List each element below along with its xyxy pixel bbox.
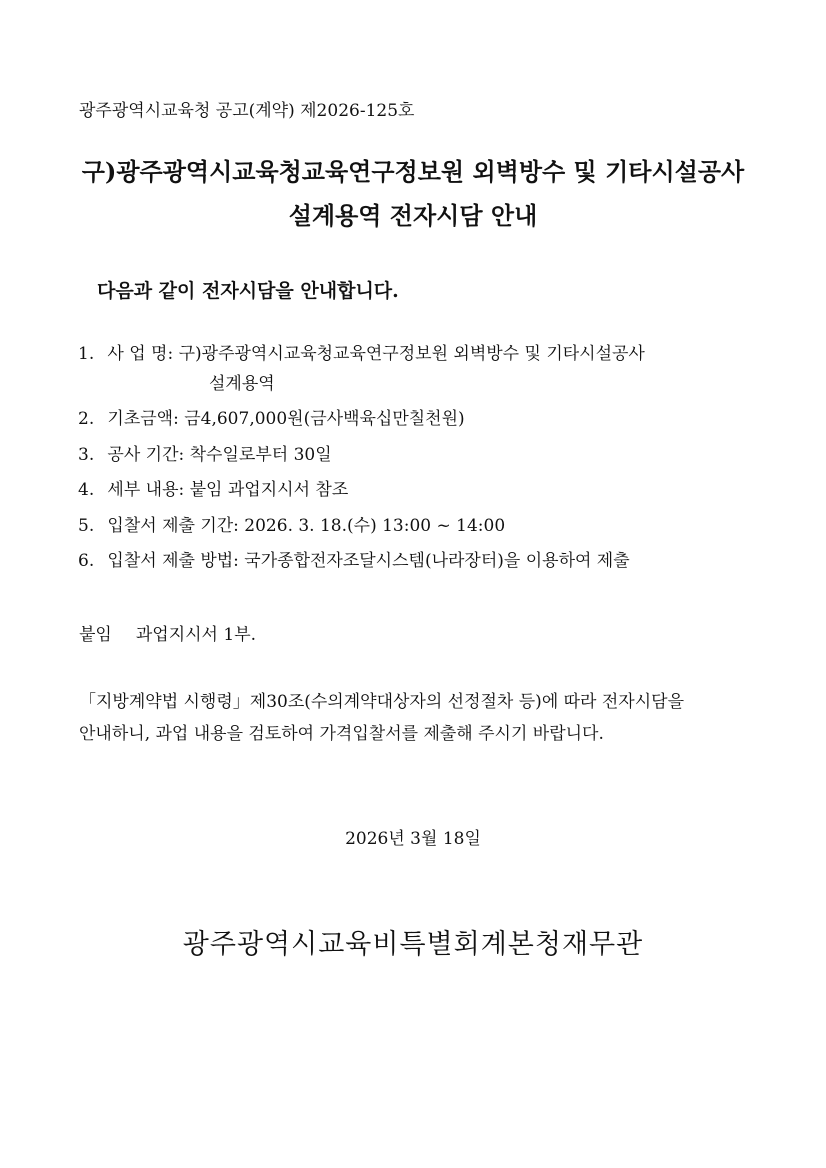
item-number: 1. — [78, 344, 95, 364]
item-number: 2. — [78, 409, 95, 429]
item-number: 5. — [78, 516, 95, 536]
item-6 — [78, 549, 630, 573]
document-title-line-1: 구)광주광역시교육청교육연구정보원 외벽방수 및 기타시설공사 — [81, 157, 745, 186]
intro-text: 다음과 같이 전자시담을 안내합니다. — [97, 280, 399, 302]
item-text: 공사 기간: 착수일로부터 30일 — [107, 445, 332, 465]
item-text: 기초금액: 금4,607,000원(금사백육십만칠천원) — [107, 409, 465, 429]
item-text: 입찰서 제출 기간: 2026. 3. 18.(수) 13:00 ~ 14:00 — [107, 516, 506, 536]
issuer-name: 광주광역시교육비특별회계본청재무관 — [182, 929, 644, 960]
notice-date: 2026년 3월 18일 — [345, 829, 481, 849]
attachment-label: 붙임 — [79, 625, 112, 645]
item-text: 사 업 명: 구)광주광역시교육청교육연구정보원 외벽방수 및 기타시설공사 — [107, 344, 645, 364]
item-4 — [78, 478, 348, 502]
item-text: 입찰서 제출 방법: 국가종합전자조달시스템(나라장터)을 이용하여 제출 — [107, 551, 630, 571]
item-1-continuation: 설계용역 — [209, 374, 275, 394]
item-number: 3. — [78, 445, 95, 465]
attachment-text: 과업지시서 1부. — [135, 625, 257, 645]
item-2 — [78, 407, 465, 431]
document-title-line-2: 설계용역 전자시담 안내 — [288, 201, 538, 230]
item-5 — [78, 514, 505, 538]
item-number: 4. — [78, 480, 95, 500]
legal-text-line-2: 안내하니, 과업 내용을 검토하여 가격입찰서를 제출해 주시기 바랍니다. — [79, 724, 604, 744]
item-1 — [78, 342, 645, 366]
notice-number: 광주광역시교육청 공고(계약) 제2026-125호 — [79, 101, 415, 121]
item-number: 6. — [78, 551, 95, 571]
legal-text-line-1: 「지방계약법 시행령」제30조(수의계약대상자의 선정절차 등)에 따라 전자시담을 — [79, 692, 684, 712]
attachment — [79, 620, 256, 645]
item-3 — [78, 443, 332, 467]
item-text: 세부 내용: 붙임 과업지시서 참조 — [107, 480, 349, 500]
